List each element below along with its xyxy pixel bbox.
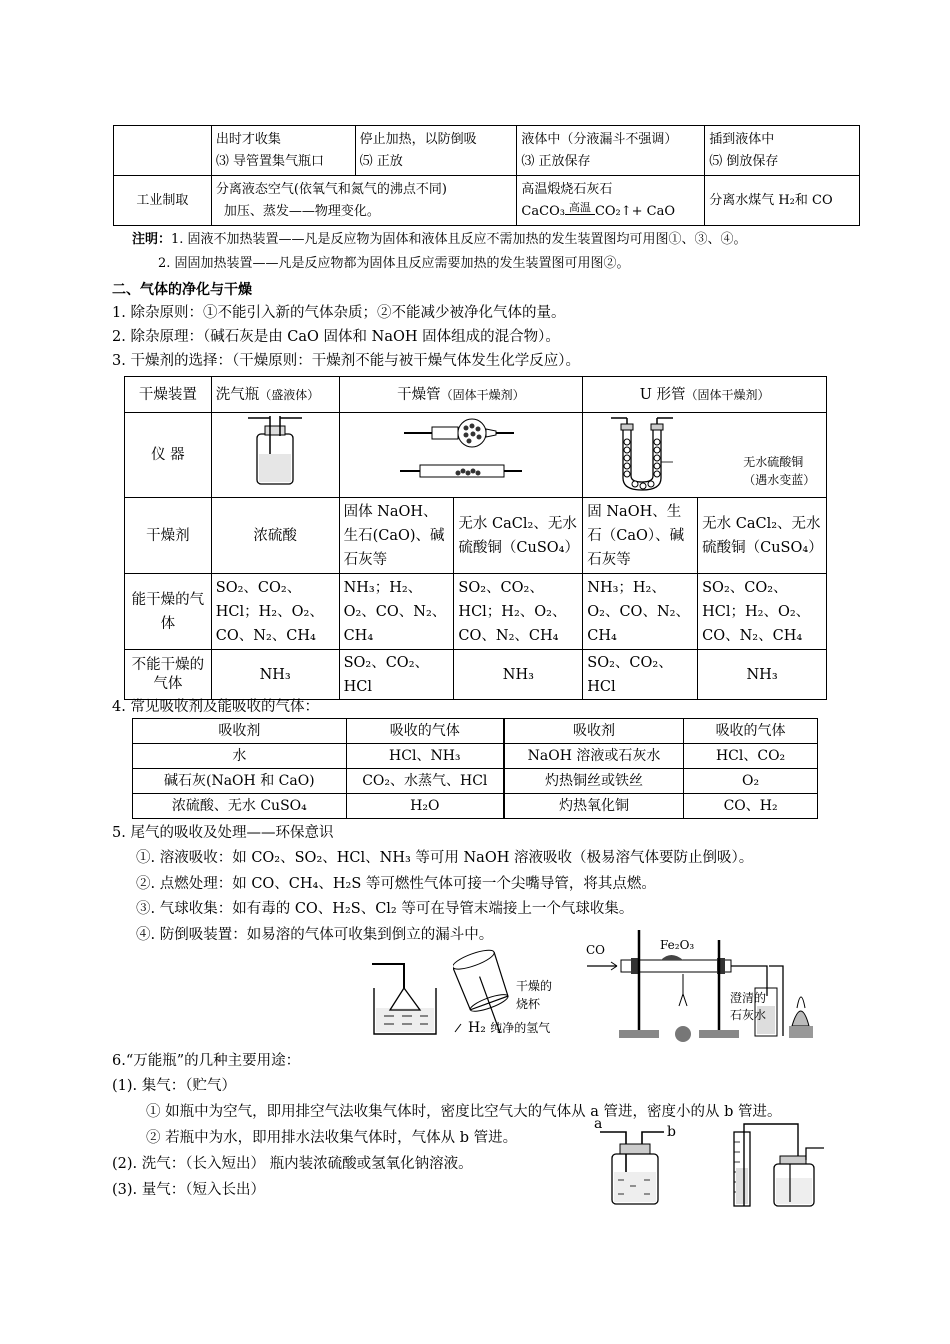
wash-bottle-icon xyxy=(245,414,305,488)
cell: 出时才收集 ⑶ 导管置集气瓶口 xyxy=(211,126,355,176)
cell: 灼热氧化铜 xyxy=(504,794,684,819)
cell: NH₃ xyxy=(211,650,339,700)
cell: HCl、NH₃ xyxy=(346,744,504,769)
text-line: ② 若瓶中为水，即用排水法收集气体时，气体从 b 管进。 xyxy=(146,1130,518,1146)
cell: 工业制取 xyxy=(114,176,212,226)
dry-beaker-label: 干燥的 烧杯 xyxy=(516,979,553,1011)
header-cell: 吸收剂 xyxy=(133,719,347,744)
cell: NH₃ xyxy=(454,650,583,700)
text-line: ③. 气球收集：如有毒的 CO、H₂S、Cl₂ 等可在导管末端接上一个气球收集。 xyxy=(136,901,634,917)
cell: SO₂、CO₂、HCl；H₂、O₂、CO、N₂、CH₄ xyxy=(454,574,583,650)
cell: NH₃ xyxy=(698,650,827,700)
cell: 洗气瓶（盛液体） xyxy=(211,377,339,413)
cell: 液体中（分液漏斗不强调） ⑶ 正放保存 xyxy=(517,126,705,176)
cell: 不能干燥的气体 xyxy=(125,650,212,700)
u-tube-icon xyxy=(607,416,697,494)
header-cell: 吸收的气体 xyxy=(684,719,818,744)
text-line: ④. 防倒吸装置：如易溶的气体可收集到倒立的漏斗中。 xyxy=(136,927,494,943)
cell: 干燥管（固体干燥剂） xyxy=(339,377,583,413)
text-line: 5. 尾气的吸收及处理——环保意识 xyxy=(112,825,334,841)
text-line: (1). 集气：（贮气） xyxy=(112,1078,237,1094)
cell xyxy=(114,126,212,176)
cell: 碱石灰(NaOH 和 CaO) xyxy=(133,769,347,794)
co-reduction-apparatus-icon xyxy=(587,926,827,1046)
cell: NH₃；H₂、O₂、CO、N₂、CH₄ xyxy=(583,574,698,650)
cell-wash-bottle xyxy=(211,413,339,498)
cell: NaOH 溶液或石灰水 xyxy=(504,744,684,769)
cell: 仪 器 xyxy=(125,413,212,498)
universal-bottle-icon xyxy=(600,1124,680,1208)
top-table xyxy=(113,125,860,226)
co-label: CO xyxy=(586,943,606,957)
text-line: 6.“万能瓶”的几种主要用途： xyxy=(112,1053,301,1069)
cell: 浓硫酸、无水 CuSO₄ xyxy=(133,794,347,819)
cell-drying-tube xyxy=(339,413,583,498)
cell: 分离液态空气(依氧气和氮气的沸点不同) 加压、蒸发——物理变化。 xyxy=(211,176,517,226)
drying-tube-icon xyxy=(396,413,526,489)
cell: 固体 NaOH、生石(CaO)、碱石灰等 xyxy=(339,498,454,574)
u-tube-label: 无水硫酸铜 （遇水变蓝） xyxy=(743,455,816,487)
label-a: a xyxy=(594,1116,603,1132)
cell: U 形管（固体干燥剂） xyxy=(583,377,827,413)
note-1: 注明：1. 固液不加热装置——凡是反应物为固体和液体且反应不需加热的发生装置图均可用图①、③、④。 xyxy=(132,232,747,247)
funnel-beaker-icon xyxy=(368,958,450,1040)
text-line: ① 如瓶中为空气，即用排空气法收集气体时，密度比空气大的气体从 a 管进，密度小的从 b 管进。 xyxy=(146,1104,782,1120)
label-b: b xyxy=(667,1124,676,1140)
cell: 能干燥的气体 xyxy=(125,574,212,650)
cell: 浓硫酸 xyxy=(211,498,339,574)
cell: SO₂、CO₂、HCl xyxy=(583,650,698,700)
limewater-label: 澄清的 石灰水 xyxy=(730,991,767,1022)
text-line: 4. 常见吸收剂及能吸收的气体： xyxy=(112,699,319,715)
text-line: ①. 溶液吸收：如 CO₂、SO₂、HCl、NH₃ 等可用 NaOH 溶液吸收（极易溶气体要防止倒吸）。 xyxy=(136,850,754,866)
drying-table xyxy=(124,376,827,700)
cell: H₂O xyxy=(346,794,504,819)
text-line: (3). 量气：（短入长出） xyxy=(112,1182,266,1198)
text-line: (2). 洗气：（长入短出） 瓶内装浓硫酸或氢氧化钠溶液。 xyxy=(112,1156,473,1172)
cell: 分离水煤气 H₂和 CO xyxy=(705,176,860,226)
header-cell: 吸收剂 xyxy=(504,719,684,744)
cell: SO₂、CO₂、HCl xyxy=(339,650,454,700)
cell: 灼热铜丝或铁丝 xyxy=(504,769,684,794)
text-line: 2. 除杂原理：（碱石灰是由 CaO 固体和 NaOH 固体组成的混合物）。 xyxy=(112,329,560,345)
cell: 固 NaOH、生石（CaO）、碱石灰等 xyxy=(583,498,698,574)
cell: NH₃；H₂、O₂、CO、N₂、CH₄ xyxy=(339,574,454,650)
h2-label: H₂ 纯净的氢气 xyxy=(468,1020,551,1036)
cell: 高温煅烧石灰石 CaCO₃ 高温 CO₂↑+ CaO xyxy=(517,176,705,226)
header-cell: 吸收的气体 xyxy=(346,719,504,744)
text-line: 1. 除杂原则：①不能引入新的气体杂质；②不能减少被净化气体的量。 xyxy=(112,305,566,321)
cell-u-tube xyxy=(583,413,827,498)
gas-measure-apparatus-icon xyxy=(720,1118,830,1210)
fe2o3-label: Fe₂O₃ xyxy=(660,938,695,952)
cell: CO₂、水蒸气、HCl xyxy=(346,769,504,794)
cell: 停止加热，以防倒吸 ⑸ 正放 xyxy=(355,126,517,176)
note-2: 2. 固固加热装置——凡是反应物都为固体且反应需要加热的发生装置图可用图②。 xyxy=(158,256,630,271)
section-title: 二、气体的净化与干燥 xyxy=(112,282,252,298)
cell: 干燥剂 xyxy=(125,498,212,574)
text-line: 3. 干燥剂的选择：（干燥原则：干燥剂不能与被干燥气体发生化学反应）。 xyxy=(112,353,580,369)
cell: CO、H₂ xyxy=(684,794,818,819)
cell: 水 xyxy=(133,744,347,769)
cell: 干燥装置 xyxy=(125,377,212,413)
cell: SO₂、CO₂、HCl；H₂、O₂、CO、N₂、CH₄ xyxy=(698,574,827,650)
absorb-table xyxy=(132,718,818,819)
text-line: ②. 点燃处理：如 CO、CH₄、H₂S 等可燃性气体可接一个尖嘴导管，将其点燃。 xyxy=(136,876,656,892)
cell: 插到液体中 ⑸ 倒放保存 xyxy=(705,126,860,176)
cell: SO₂、CO₂、HCl；H₂、O₂、CO、N₂、CH₄ xyxy=(211,574,339,650)
cell: 无水 CaCl₂、无水硫酸铜（CuSO₄） xyxy=(698,498,827,574)
cell: HCl、CO₂ xyxy=(684,744,818,769)
cell: O₂ xyxy=(684,769,818,794)
cell: 无水 CaCl₂、无水硫酸铜（CuSO₄） xyxy=(454,498,583,574)
